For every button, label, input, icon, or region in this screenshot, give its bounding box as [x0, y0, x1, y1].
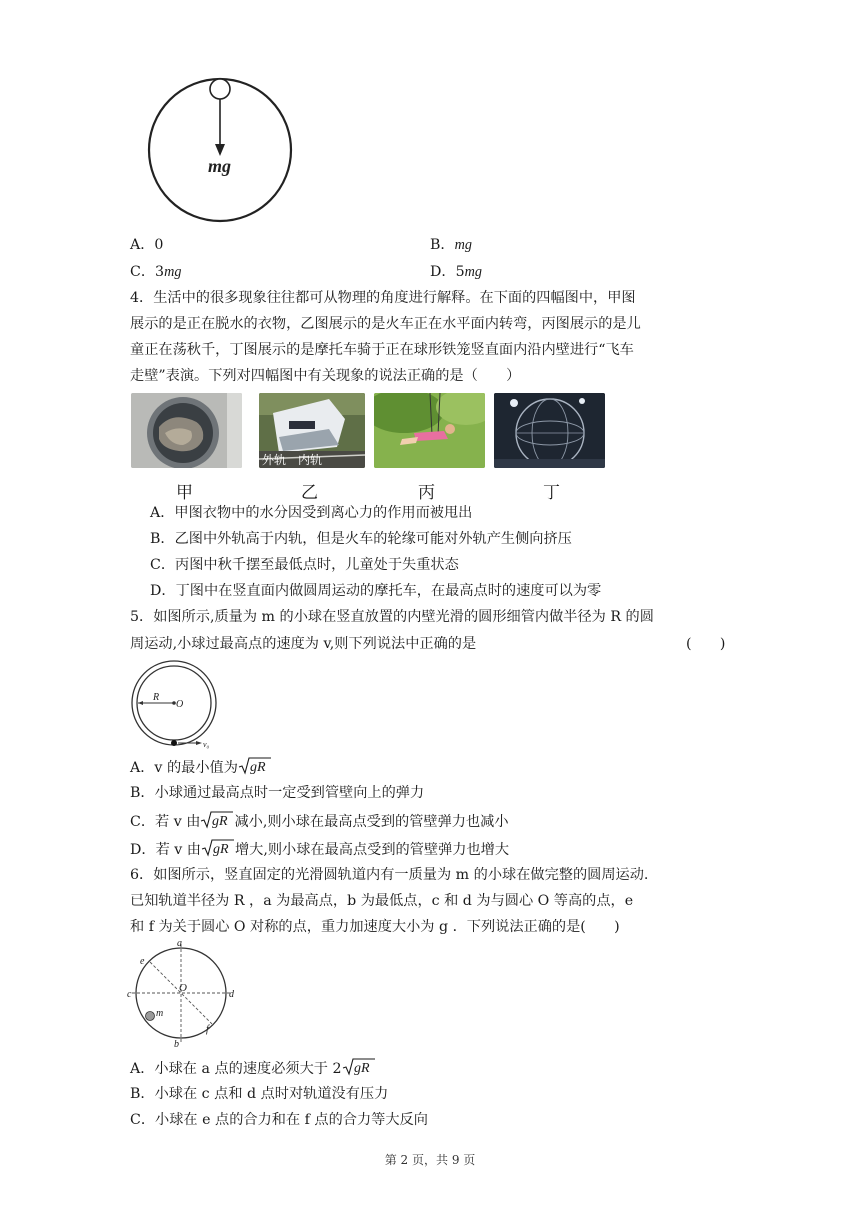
q6-stem-line1: 6．如图所示，竖直固定的光滑圆轨道内有一质量为 m 的小球在做完整的圆周运动.	[130, 867, 649, 883]
q4-photo-train	[259, 393, 365, 468]
q5-R-label: R	[153, 692, 160, 703]
svg-text:gR: gR	[212, 814, 229, 829]
q5-tube-figure	[126, 660, 226, 752]
q3-option-a: A．0	[130, 237, 164, 253]
q4-photo-globe	[494, 393, 605, 468]
q6-a-label: a	[177, 938, 182, 949]
q4-option-c: C．丙图中秋千摆至最低点时，儿童处于失重状态	[150, 557, 459, 573]
q4-option-d: D．丁图中在竖直面内做圆周运动的摩托车，在最高点时的速度可以为零	[150, 583, 602, 599]
q4-stem-line3: 童正在荡秋千，丁图展示的是摩托车骑于正在球形铁笼竖直面内沿内壁进行“飞车	[130, 342, 634, 358]
q3-mg-label: mg	[208, 156, 232, 176]
q6-stem-line2: 已知轨道半径为 R ，a 为最高点，b 为最低点，c 和 d 为与圆心 O 等高的点，e	[130, 893, 634, 909]
svg-text:gR: gR	[249, 760, 266, 775]
q6-O-label: O	[179, 982, 187, 994]
q5-stem-line1: 5．如图所示,质量为 m 的小球在竖直放置的内壁光滑的圆形细管内做半径为 R 的圆	[130, 609, 654, 625]
q4-label-ding: 丁	[543, 483, 560, 503]
q4-label-bing: 丙	[418, 483, 435, 503]
q6-f-label: f	[206, 1024, 209, 1035]
q6-option-b: B．小球在 c 点和 d 点时对轨道没有压力	[130, 1086, 389, 1102]
q3-option-c: C．3mg	[130, 264, 182, 280]
q5-option-a: A．v 的最小值为 gR	[130, 756, 272, 778]
q3-option-b: B．mg	[430, 237, 472, 253]
q6-option-c: C．小球在 e 点的合力和在 f 点的合力等大反向	[130, 1112, 428, 1128]
q5-answer-bracket: ( )	[686, 636, 726, 652]
q6-option-a: A．小球在 a 点的速度必须大于 2 gR	[130, 1057, 376, 1079]
q4-stem-line2: 展示的是正在脱水的衣物，乙图展示的是火车正在水平面内转弯，丙图展示的是儿	[130, 316, 641, 332]
q4-photo-swing	[374, 393, 485, 468]
q4-label-yi: 乙	[301, 483, 318, 503]
q5-option-c: C．若 v 由 gR 减小,则小球在最高点受到的管壁弹力也减小	[130, 810, 509, 832]
svg-text:gR: gR	[353, 1061, 370, 1076]
q6-d-label: d	[229, 989, 234, 1000]
q6-stem-line3: 和 f 为关于圆心 O 对称的点，重力加速度大小为 g ．下列说法正确的是( )	[130, 919, 620, 935]
q5-sqrt-gR-d	[201, 838, 235, 860]
q5-O-label: O	[176, 699, 184, 710]
q4-train-overlay-label: 外轨 内轨	[262, 453, 323, 467]
page-footer: 第 2 页，共 9 页	[384, 1153, 476, 1167]
q4-option-a: A．甲图衣物中的水分因受到离心力的作用而被甩出	[150, 505, 473, 521]
svg-text:gR: gR	[212, 842, 229, 857]
q4-stem-line1: 4．生活中的很多现象往往都可从物理的角度进行解释。在下面的四幅图中，甲图	[130, 290, 636, 306]
q6-m-label: m	[156, 1008, 164, 1019]
q6-circle-figure	[126, 938, 238, 1048]
q4-stem-line4: 走壁”表演。下列对四幅图中有关现象的说法正确的是（ ）	[130, 368, 521, 384]
q4-label-jia: 甲	[176, 483, 193, 503]
q4-photo-washer	[131, 393, 242, 468]
q6-c-label: c	[127, 989, 132, 1000]
q5-option-d: D．若 v 由 gR 增大,则小球在最高点受到的管壁弹力也增大	[130, 838, 509, 860]
q3-option-d: D．5mg	[430, 264, 482, 280]
q5-v0-label: v₀	[203, 740, 210, 749]
q3-circle-figure	[140, 74, 300, 226]
q6-b-label: b	[174, 1039, 179, 1048]
q6-e-label: e	[140, 956, 145, 967]
q5-sqrt-gR-a	[238, 756, 272, 778]
q4-option-b: B．乙图中外轨高于内轨，但是火车的轮缘可能对外轨产生侧向挤压	[150, 531, 572, 547]
q5-stem-line2: 周运动,小球过最高点的速度为 v,则下列说法中正确的是	[130, 636, 477, 652]
q5-sqrt-gR-c	[200, 810, 234, 832]
q6-sqrt-gR	[342, 1057, 376, 1079]
q5-option-b: B．小球通过最高点时一定受到管壁向上的弹力	[130, 785, 425, 801]
